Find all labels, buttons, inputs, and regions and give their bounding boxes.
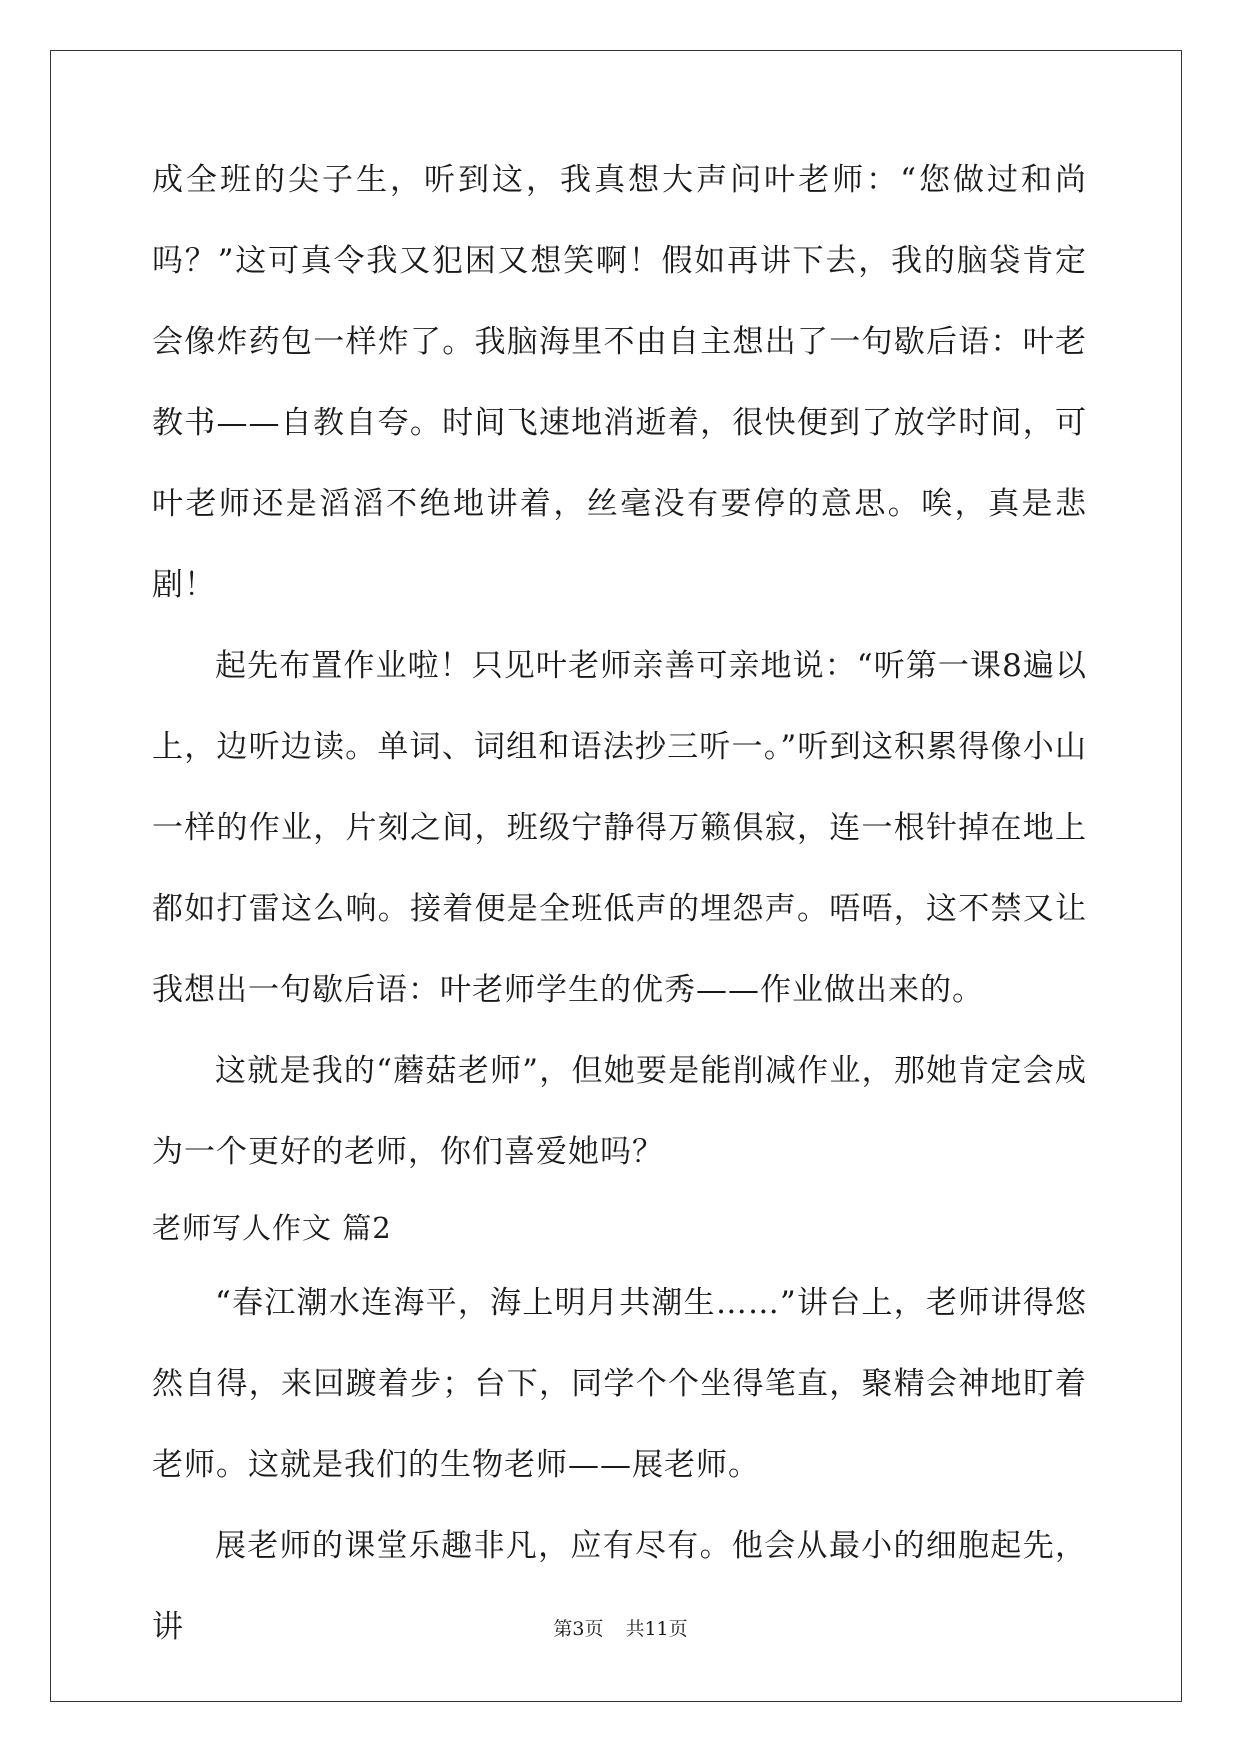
section-heading: 老师写人作文 篇2 bbox=[152, 1211, 392, 1245]
page-total: 共11页 bbox=[625, 1618, 688, 1640]
page-number: 第3页 bbox=[553, 1618, 604, 1640]
document-body bbox=[152, 140, 1087, 1668]
paragraph-truncated: 展老师的课堂乐趣非凡，应有尽有。他会从最小的细胞起先，讲 bbox=[152, 1528, 1087, 1645]
paragraph-continued: 成全班的尖子生，听到这，我真想大声问叶老师：“您做过和尚吗？”这可真令我又犯困又想笑啊！假如再讲下去，我的脑袋肯定会像炸药包一样炸了。我脑海里不由自主想出了一句歇后语：叶老教书——自教自夸。时间飞速地消逝着，很快便到了放学时间，可叶老师还是滔滔不绝地讲着，丝毫没有要停的意思。唉，真是悲剧！ bbox=[152, 162, 1087, 603]
paragraph: “春江潮水连海平，海上明月共潮生……”讲台上，老师讲得悠然自得，来回踱着步；台下，同学个个坐得笔直，聚精会神地盯着老师。这就是我们的生物老师——展老师。 bbox=[152, 1285, 1087, 1483]
paragraph: 这就是我的“蘑菇老师”，但她要是能削减作业，那她肯定会成为一个更好的老师，你们喜爱她吗？ bbox=[152, 1053, 1087, 1170]
page-footer bbox=[0, 1614, 1241, 1641]
paragraph: 起先布置作业啦！只见叶老师亲善可亲地说：“听第一课8遍以上，边听边读。单词、词组和语法抄三听一。”听到这积累得像小山一样的作业，片刻之间，班级宁静得万籁俱寂，连一根针掉在地上都如打雷这么响。接着便是全班低声的埋怨声。唔唔，这不禁又让我想出一句歇后语：叶老师学生的优秀——作业做出来的。 bbox=[152, 648, 1087, 1008]
